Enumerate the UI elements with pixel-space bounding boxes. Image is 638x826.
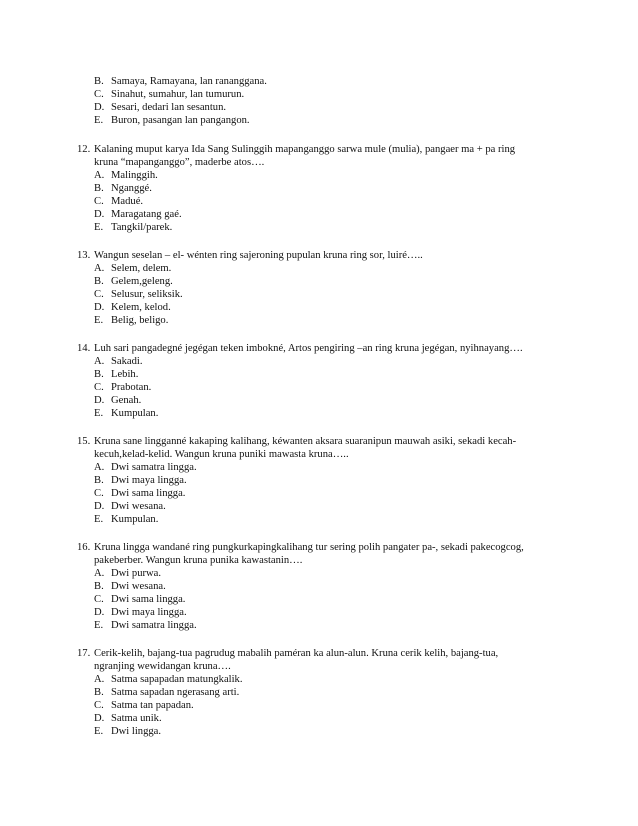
option-text: Gelem,geleng. [111,276,173,287]
option-text: Dwi maya lingga. [111,475,187,486]
option-11-b [94,75,267,88]
option-text: Buron, pasangan lan pangangon. [111,115,250,126]
option-letter: B. [94,276,104,287]
option-text: Dwi sama lingga. [111,488,186,499]
option-letter: B. [94,475,104,486]
option-text: Kumpulan. [111,408,159,419]
option-text: Samaya, Ramayana, lan rananggana. [111,76,267,87]
option-letter: C. [94,289,104,300]
option-16-b [94,580,166,593]
option-letter: A. [94,674,105,685]
option-letter: D. [94,302,105,313]
option-text: Sinahut, sumahur, lan tumurun. [111,89,245,100]
question-17-text-line-2: ngranjing wewidangan kruna…. [94,661,231,672]
option-letter: B. [94,369,104,380]
option-13-a [94,262,171,275]
option-text: Kumpulan. [111,514,159,525]
question-17-number: 17. [77,648,91,659]
option-13-b [94,275,173,288]
option-letter: A. [94,568,105,579]
option-letter: D. [94,713,105,724]
option-text: Dwi lingga. [111,726,162,737]
option-letter: E. [94,726,104,737]
option-text: Selem, delem. [111,263,172,274]
option-text: Dwi wesana. [111,581,166,592]
option-14-b [94,368,138,381]
option-text: Belig, beligo. [111,315,169,326]
option-text: Satma unik. [111,713,162,724]
option-letter: A. [94,263,105,274]
option-text: Malinggih. [111,170,158,181]
question-14-text-line-1: Luh sari pangadegné jegégan teken imbokné, Artos pengiring –an ring kruna jegégan, nyihnayang…. [94,343,523,354]
option-15-e [94,513,158,526]
option-13-e [94,314,168,327]
option-15-d [94,500,166,513]
option-text: Sakadi. [111,356,143,367]
option-text: Satma sapadan ngerasang arti. [111,687,240,698]
question-16-text-line-2: pakeberber. Wangun kruna punika kawastanin…. [94,555,303,566]
option-text: Satma sapapadan matungkalik. [111,674,243,685]
option-16-c [94,593,185,606]
option-text: Dwi sama lingga. [111,594,186,605]
option-text: Nganggé. [111,183,152,194]
option-letter: E. [94,115,104,126]
option-text: Sesari, dedari lan sesantun. [111,102,227,113]
option-letter: E. [94,315,104,326]
option-15-b [94,474,187,487]
option-letter: C. [94,382,104,393]
option-12-d [94,208,182,221]
option-12-c [94,195,143,208]
option-text: Dwi wesana. [111,501,166,512]
option-15-a [94,461,197,474]
option-12-b [94,182,152,195]
option-11-e [94,114,250,127]
option-17-a [94,673,243,686]
question-12-number: 12. [77,144,91,155]
option-letter: E. [94,222,104,233]
option-letter: D. [94,395,105,406]
option-text: Prabotan. [111,382,152,393]
option-11-c [94,88,244,101]
option-letter: C. [94,700,104,711]
option-letter: D. [94,209,105,220]
question-15-text-line-1: Kruna sane lingganné kakaping kalihang, kéwanten aksara suaranipun mauwah asiki, sekadi kecah- [94,436,517,447]
option-text: Dwi samatra lingga. [111,462,197,473]
option-text: Tangkil/parek. [111,222,173,233]
option-letter: C. [94,594,104,605]
option-11-d [94,101,226,114]
option-letter: D. [94,607,105,618]
option-text: Madué. [111,196,144,207]
option-letter: C. [94,488,104,499]
question-13-text-line-1: Wangun seselan – el- wénten ring sajeroning pupulan kruna ring sor, luiré….. [94,250,423,261]
option-16-a [94,567,161,580]
option-letter: C. [94,89,104,100]
option-text: Kelem, kelod. [111,302,171,313]
option-text: Lebih. [111,369,139,380]
option-letter: A. [94,462,105,473]
question-12-text-line-2: kruna “mapanganggo”, maderbe atos…. [94,157,265,168]
option-12-a [94,169,158,182]
option-15-c [94,487,185,500]
option-letter: E. [94,620,104,631]
question-15-number: 15. [77,436,91,447]
option-letter: D. [94,501,105,512]
option-17-b [94,686,239,699]
option-letter: B. [94,183,104,194]
question-13-number: 13. [77,250,91,261]
question-15-text-line-2: kecuh,kelad-kelid. Wangun kruna puniki mawasta kruna….. [94,449,349,460]
option-letter: D. [94,102,105,113]
option-letter: A. [94,356,105,367]
question-16-number: 16. [77,542,91,553]
option-letter: E. [94,514,104,525]
option-text: Dwi samatra lingga. [111,620,197,631]
option-text: Maragatang gaé. [111,209,182,220]
option-14-a [94,355,142,368]
option-letter: C. [94,196,104,207]
option-14-c [94,381,151,394]
option-13-d [94,301,171,314]
option-16-d [94,606,187,619]
question-16-text-line-1: Kruna lingga wandané ring pungkurkapingkalihang tur sering polih pangater pa-, sekadi pakecogcog, [94,542,524,553]
option-text: Dwi purwa. [111,568,162,579]
option-letter: A. [94,170,105,181]
option-letter: E. [94,408,104,419]
option-letter: B. [94,581,104,592]
option-letter: B. [94,76,104,87]
option-17-e [94,725,161,738]
option-17-d [94,712,162,725]
option-text: Satma tan papadan. [111,700,194,711]
option-text: Genah. [111,395,142,406]
option-14-d [94,394,141,407]
question-17-text-line-1: Cerik-kelih, bajang-tua pagrudug mabalih paméran ka alun-alun. Kruna cerik kelih, bajang-tua, [94,648,499,659]
option-letter: B. [94,687,104,698]
option-14-e [94,407,158,420]
option-13-c [94,288,183,301]
option-text: Dwi maya lingga. [111,607,187,618]
option-12-e [94,221,172,234]
option-16-e [94,619,197,632]
question-12-text-line-1: Kalaning muput karya Ida Sang Sulinggih mapanganggo sarwa mule (mulia), pangaer ma + pa ring [94,144,516,155]
question-14-number: 14. [77,343,91,354]
option-17-c [94,699,194,712]
option-text: Selusur, seliksik. [111,289,183,300]
